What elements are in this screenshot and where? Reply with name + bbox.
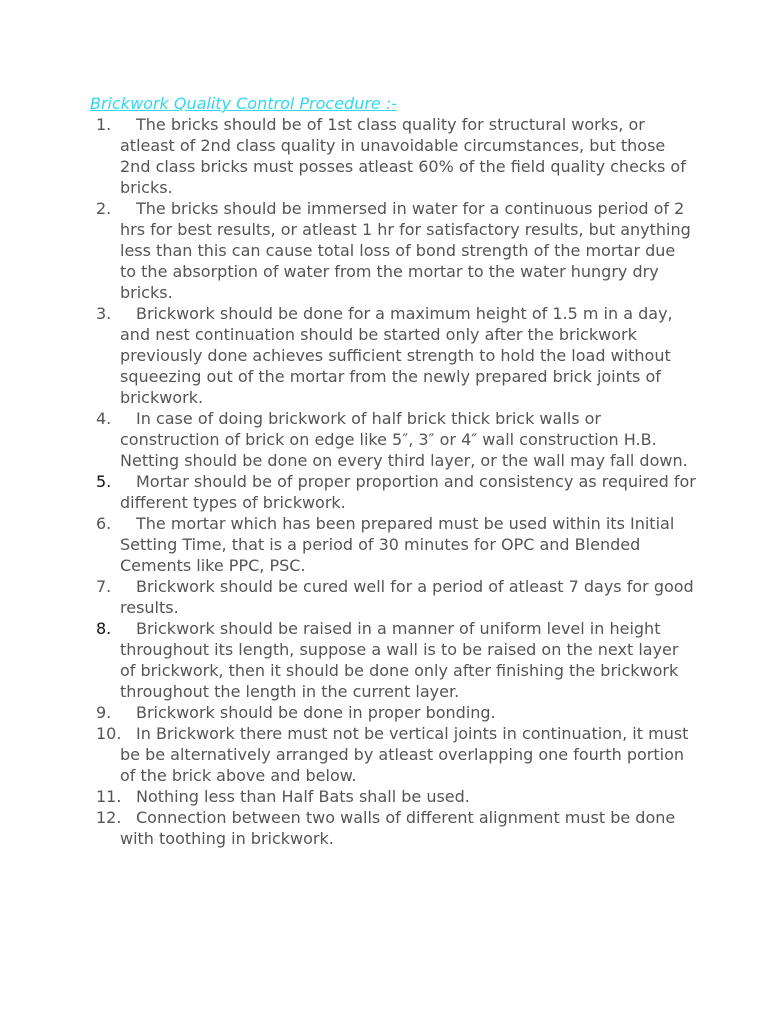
list-item xyxy=(96,198,696,303)
item-text: The bricks should be of 1st class quality for structural works, or atleast of 2nd class quality in unavoidable circumstances, but those 2nd class bricks must posses atleast 60% of the field quality checks of bricks. xyxy=(120,115,686,197)
item-text: Brickwork should be done in proper bonding. xyxy=(136,703,496,722)
item-number: 9. xyxy=(96,703,112,722)
item-text: Connection between two walls of different alignment must be done with toothing in brickwork. xyxy=(120,808,676,848)
item-text: Mortar should be of proper proportion and consistency as required for different types of brickwork. xyxy=(120,472,696,512)
list-item xyxy=(96,303,696,408)
item-number: 12. xyxy=(96,808,122,827)
procedure-list xyxy=(96,114,696,849)
item-number: 7. xyxy=(96,577,112,596)
item-number: 8. xyxy=(96,619,112,638)
item-text: The mortar which has been prepared must be used within its Initial Setting Time, that is a period of 30 minutes for OPC and Blended Cements like PPC, PSC. xyxy=(120,514,675,575)
item-text: In case of doing brickwork of half brick thick brick walls or construction of brick on edge like 5″, 3″ or 4″ wall construction H.B. Netting should be done on every third layer, or the wall may fall down. xyxy=(120,409,688,470)
list-item xyxy=(96,114,696,198)
list-item xyxy=(96,618,696,702)
list-item xyxy=(96,513,696,576)
item-text: Brickwork should be cured well for a period of atleast 7 days for good results. xyxy=(120,577,694,617)
item-text: In Brickwork there must not be vertical joints in continuation, it must be be alternatively arranged by atleast overlapping one fourth portion of the brick above and below. xyxy=(120,724,689,785)
item-number: 1. xyxy=(96,115,112,134)
list-item xyxy=(96,723,696,786)
item-number: 2. xyxy=(96,199,112,218)
list-item xyxy=(96,576,696,618)
item-number: 6. xyxy=(96,514,112,533)
list-item xyxy=(96,807,696,849)
item-number: 5. xyxy=(96,472,112,491)
item-text: Brickwork should be done for a maximum height of 1.5 m in a day, and nest continuation should be started only after the brickwork previously done achieves sufficient strength to hold the load without squeezing out of the mortar from the newly prepared brick joints of brickwork. xyxy=(120,304,673,407)
list-item xyxy=(96,786,696,807)
list-item xyxy=(96,702,696,723)
item-number: 4. xyxy=(96,409,112,428)
item-text: The bricks should be immersed in water for a continuous period of 2 hrs for best results, or atleast 1 hr for satisfactory results, but anything less than this can cause total loss of bond strength of the mortar due to the absorption of water from the mortar to the water hungry dry bricks. xyxy=(120,199,691,302)
item-number: 3. xyxy=(96,304,112,323)
item-text: Brickwork should be raised in a manner of uniform level in height throughout its length, suppose a wall is to be raised on the next layer of brickwork, then it should be done only after finishing the brickwork throughout the length in the current layer. xyxy=(120,619,679,701)
item-number: 11. xyxy=(96,787,122,806)
list-item xyxy=(96,408,696,471)
item-number: 10. xyxy=(96,724,122,743)
list-item xyxy=(96,471,696,513)
document-heading: Brickwork Quality Control Procedure :- xyxy=(90,94,398,113)
item-text: Nothing less than Half Bats shall be used. xyxy=(136,787,470,806)
